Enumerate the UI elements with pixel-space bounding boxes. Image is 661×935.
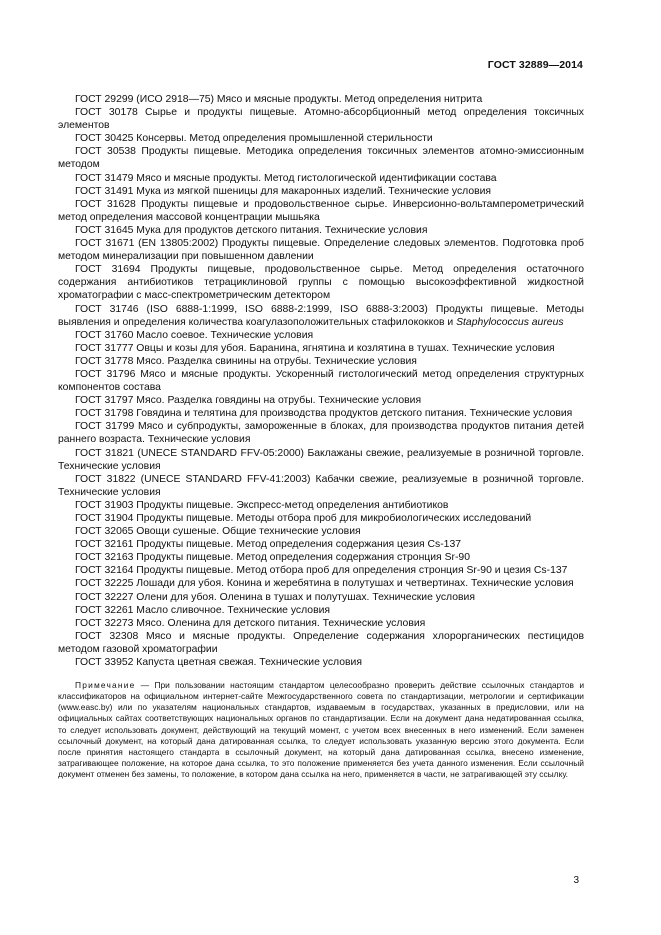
reference-text: ГОСТ 31628 Продукты пищевые и продовольственное сырье. Инверсионно-вольтамперометрический метод определения массовой концентрации мышьяка	[58, 198, 584, 223]
reference-item	[58, 473, 584, 499]
reference-list	[58, 93, 584, 669]
reference-item	[58, 329, 584, 342]
reference-item	[58, 499, 584, 512]
note-label: Примечание	[75, 680, 136, 691]
reference-text: ГОСТ 32065 Овощи сушеные. Общие технические условия	[75, 526, 361, 538]
reference-item	[58, 198, 584, 224]
reference-text: ГОСТ 31671 (EN 13805:2002) Продукты пищевые. Определение следовых элементов. Подготовка проб методом минерализации при повышенном давлении	[58, 238, 584, 263]
reference-text: ГОСТ 30178 Сырье и продукты пищевые. Атомно-абсорбционный метод определения токсичных элементов	[58, 107, 584, 132]
reference-item	[58, 263, 584, 302]
reference-item	[58, 172, 584, 185]
reference-item	[58, 106, 584, 132]
reference-item	[58, 551, 584, 564]
reference-text: ГОСТ 32161 Продукты пищевые. Метод определения содержания цезия Cs-137	[75, 539, 462, 551]
reference-item	[58, 303, 584, 329]
reference-text: ГОСТ 32261 Масло сливочное. Технические условия	[75, 604, 331, 616]
reference-item	[58, 617, 584, 630]
reference-item	[58, 355, 584, 368]
reference-text: ГОСТ 31746 (ISO 6888-1:1999, ISO 6888-2:1999, ISO 6888-3:2003) Продукты пищевые. Методы выявления и определения количества коагулазоположительных стафилококков и	[58, 303, 584, 328]
reference-item	[58, 591, 584, 604]
reference-item	[58, 224, 584, 237]
reference-item	[58, 564, 584, 577]
note-text: — При пользовании настоящим стандартом целесообразно проверить действие ссылочных стандартов и классификаторов на официальном интернет-сайте Межгосударственного совета по стандартизации, метрологии и сертификации (www.easc.by) или по указателям национальных стандартов, издаваемым в государствах, указанных в предисловии, или на официальных сайтах соответствующих национальных органов по стандартизации. Если на документ дана недатированная ссылка, то следует использовать документ, действующий на текущий момент, с учетом всех внесенных в него изменений. Если заменен ссылочный документ, на который дана датированная ссылка, то следует использовать указанную версию этого документа. Если после принятия настоящего стандарта в ссылочный документ, на который дана датированная ссылка, внесено изменение, затрагивающее положение, на которое дана ссылка, то это положение применяется без учета данного изменения. Если ссылочный документ отменен без замены, то положение, в котором дана ссылка на него, применяется в части, не затрагивающей эту ссылку.	[58, 680, 584, 779]
reference-item	[58, 447, 584, 473]
reference-text: ГОСТ 31903 Продукты пищевые. Экспресс-метод определения антибиотиков	[75, 499, 449, 511]
reference-text: ГОСТ 32164 Продукты пищевые. Метод отбора проб для определения стронция Sr-90 и цезия Cs-137	[75, 565, 568, 577]
reference-item	[58, 420, 584, 446]
reference-text: ГОСТ 31760 Масло соевое. Технические условия	[75, 329, 314, 341]
reference-item	[58, 342, 584, 355]
reference-item	[58, 538, 584, 551]
normative-references	[58, 93, 584, 780]
reference-text: ГОСТ 30538 Продукты пищевые. Методика определения токсичных элементов атомно-эмиссионным методом	[58, 146, 584, 171]
reference-item	[58, 93, 584, 106]
reference-item	[58, 407, 584, 420]
reference-italic-text: Staphylococcus aureus	[456, 316, 564, 328]
reference-text: ГОСТ 29299 (ИСО 2918—75) Мясо и мясные продукты. Метод определения нитрита	[75, 94, 483, 105]
reference-text: ГОСТ 31645 Мука для продуктов детского питания. Технические условия	[75, 224, 428, 236]
note-paragraph	[58, 680, 584, 780]
reference-text: ГОСТ 31904 Продукты пищевые. Методы отбора проб для микробиологических исследований	[75, 513, 532, 524]
reference-text: ГОСТ 32225 Лошади для убоя. Конина и жеребятина в полутушах и четвертинах. Технические условия	[75, 578, 574, 590]
reference-item	[58, 512, 584, 525]
reference-item	[58, 577, 584, 590]
reference-text: ГОСТ 31821 (UNECE STANDARD FFV-05:2000) Баклажаны свежие, реализуемые в розничной торговле. Технические условия	[58, 447, 584, 472]
reference-item	[58, 630, 584, 656]
reference-text: ГОСТ 31694 Продукты пищевые, продовольственное сырье. Метод определения остаточного содержания антибиотиков тетрациклиновой группы с помощью высокоэффективной жидкостной хроматографии с масс-спектрометрическим детектором	[58, 264, 584, 302]
reference-item	[58, 237, 584, 263]
reference-item	[58, 368, 584, 394]
reference-text: ГОСТ 33952 Капуста цветная свежая. Технические условия	[75, 657, 362, 669]
reference-text: ГОСТ 31798 Говядина и телятина для производства продуктов детского питания. Технические условия	[75, 408, 573, 420]
reference-item	[58, 394, 584, 407]
standard-code-header: ГОСТ 32889—2014	[487, 59, 583, 71]
reference-item	[58, 525, 584, 538]
reference-text: ГОСТ 32308 Мясо и мясные продукты. Определение содержания хлорорганических пестицидов методом газовой хроматографии	[58, 630, 584, 655]
reference-text: ГОСТ 31797 Мясо. Разделка говядины на отрубы. Технические условия	[75, 395, 422, 407]
reference-text: ГОСТ 31796 Мясо и мясные продукты. Ускоренный гистологический метод определения структурных компонентов состава	[58, 368, 584, 394]
reference-text: ГОСТ 31777 Овцы и козы для убоя. Баранина, ягнятина и козлятина в тушах. Технические условия	[75, 342, 555, 354]
page-number: 3	[573, 875, 579, 886]
reference-item	[58, 132, 584, 145]
reference-text: ГОСТ 31491 Мука из мягкой пшеницы для макаронных изделий. Технические условия	[75, 185, 492, 197]
reference-item	[58, 185, 584, 198]
reference-item	[58, 145, 584, 171]
reference-text: ГОСТ 31822 (UNECE STANDARD FFV-41:2003) Кабачки свежие, реализуемые в розничной торговле. Технические условия	[58, 473, 584, 498]
reference-text: ГОСТ 31479 Мясо и мясные продукты. Метод гистологической идентификации состава	[75, 172, 497, 184]
reference-text: ГОСТ 32163 Продукты пищевые. Метод определения содержания стронция Sr-90	[75, 552, 470, 564]
reference-text: ГОСТ 31778 Мясо. Разделка свинины на отрубы. Технические условия	[75, 355, 417, 367]
reference-text: ГОСТ 30425 Консервы. Метод определения промышленной стерильности	[75, 133, 433, 145]
reference-text: ГОСТ 32273 Мясо. Оленина для детского питания. Технические условия	[75, 617, 426, 629]
reference-item	[58, 604, 584, 617]
reference-text: ГОСТ 31799 Мясо и субпродукты, замороженные в блоках, для производства продуктов питания детей раннего возраста. Технические условия	[58, 421, 584, 446]
reference-text: ГОСТ 32227 Олени для убоя. Оленина в тушах и полутушах. Технические условия	[75, 591, 475, 603]
reference-item	[58, 656, 584, 669]
